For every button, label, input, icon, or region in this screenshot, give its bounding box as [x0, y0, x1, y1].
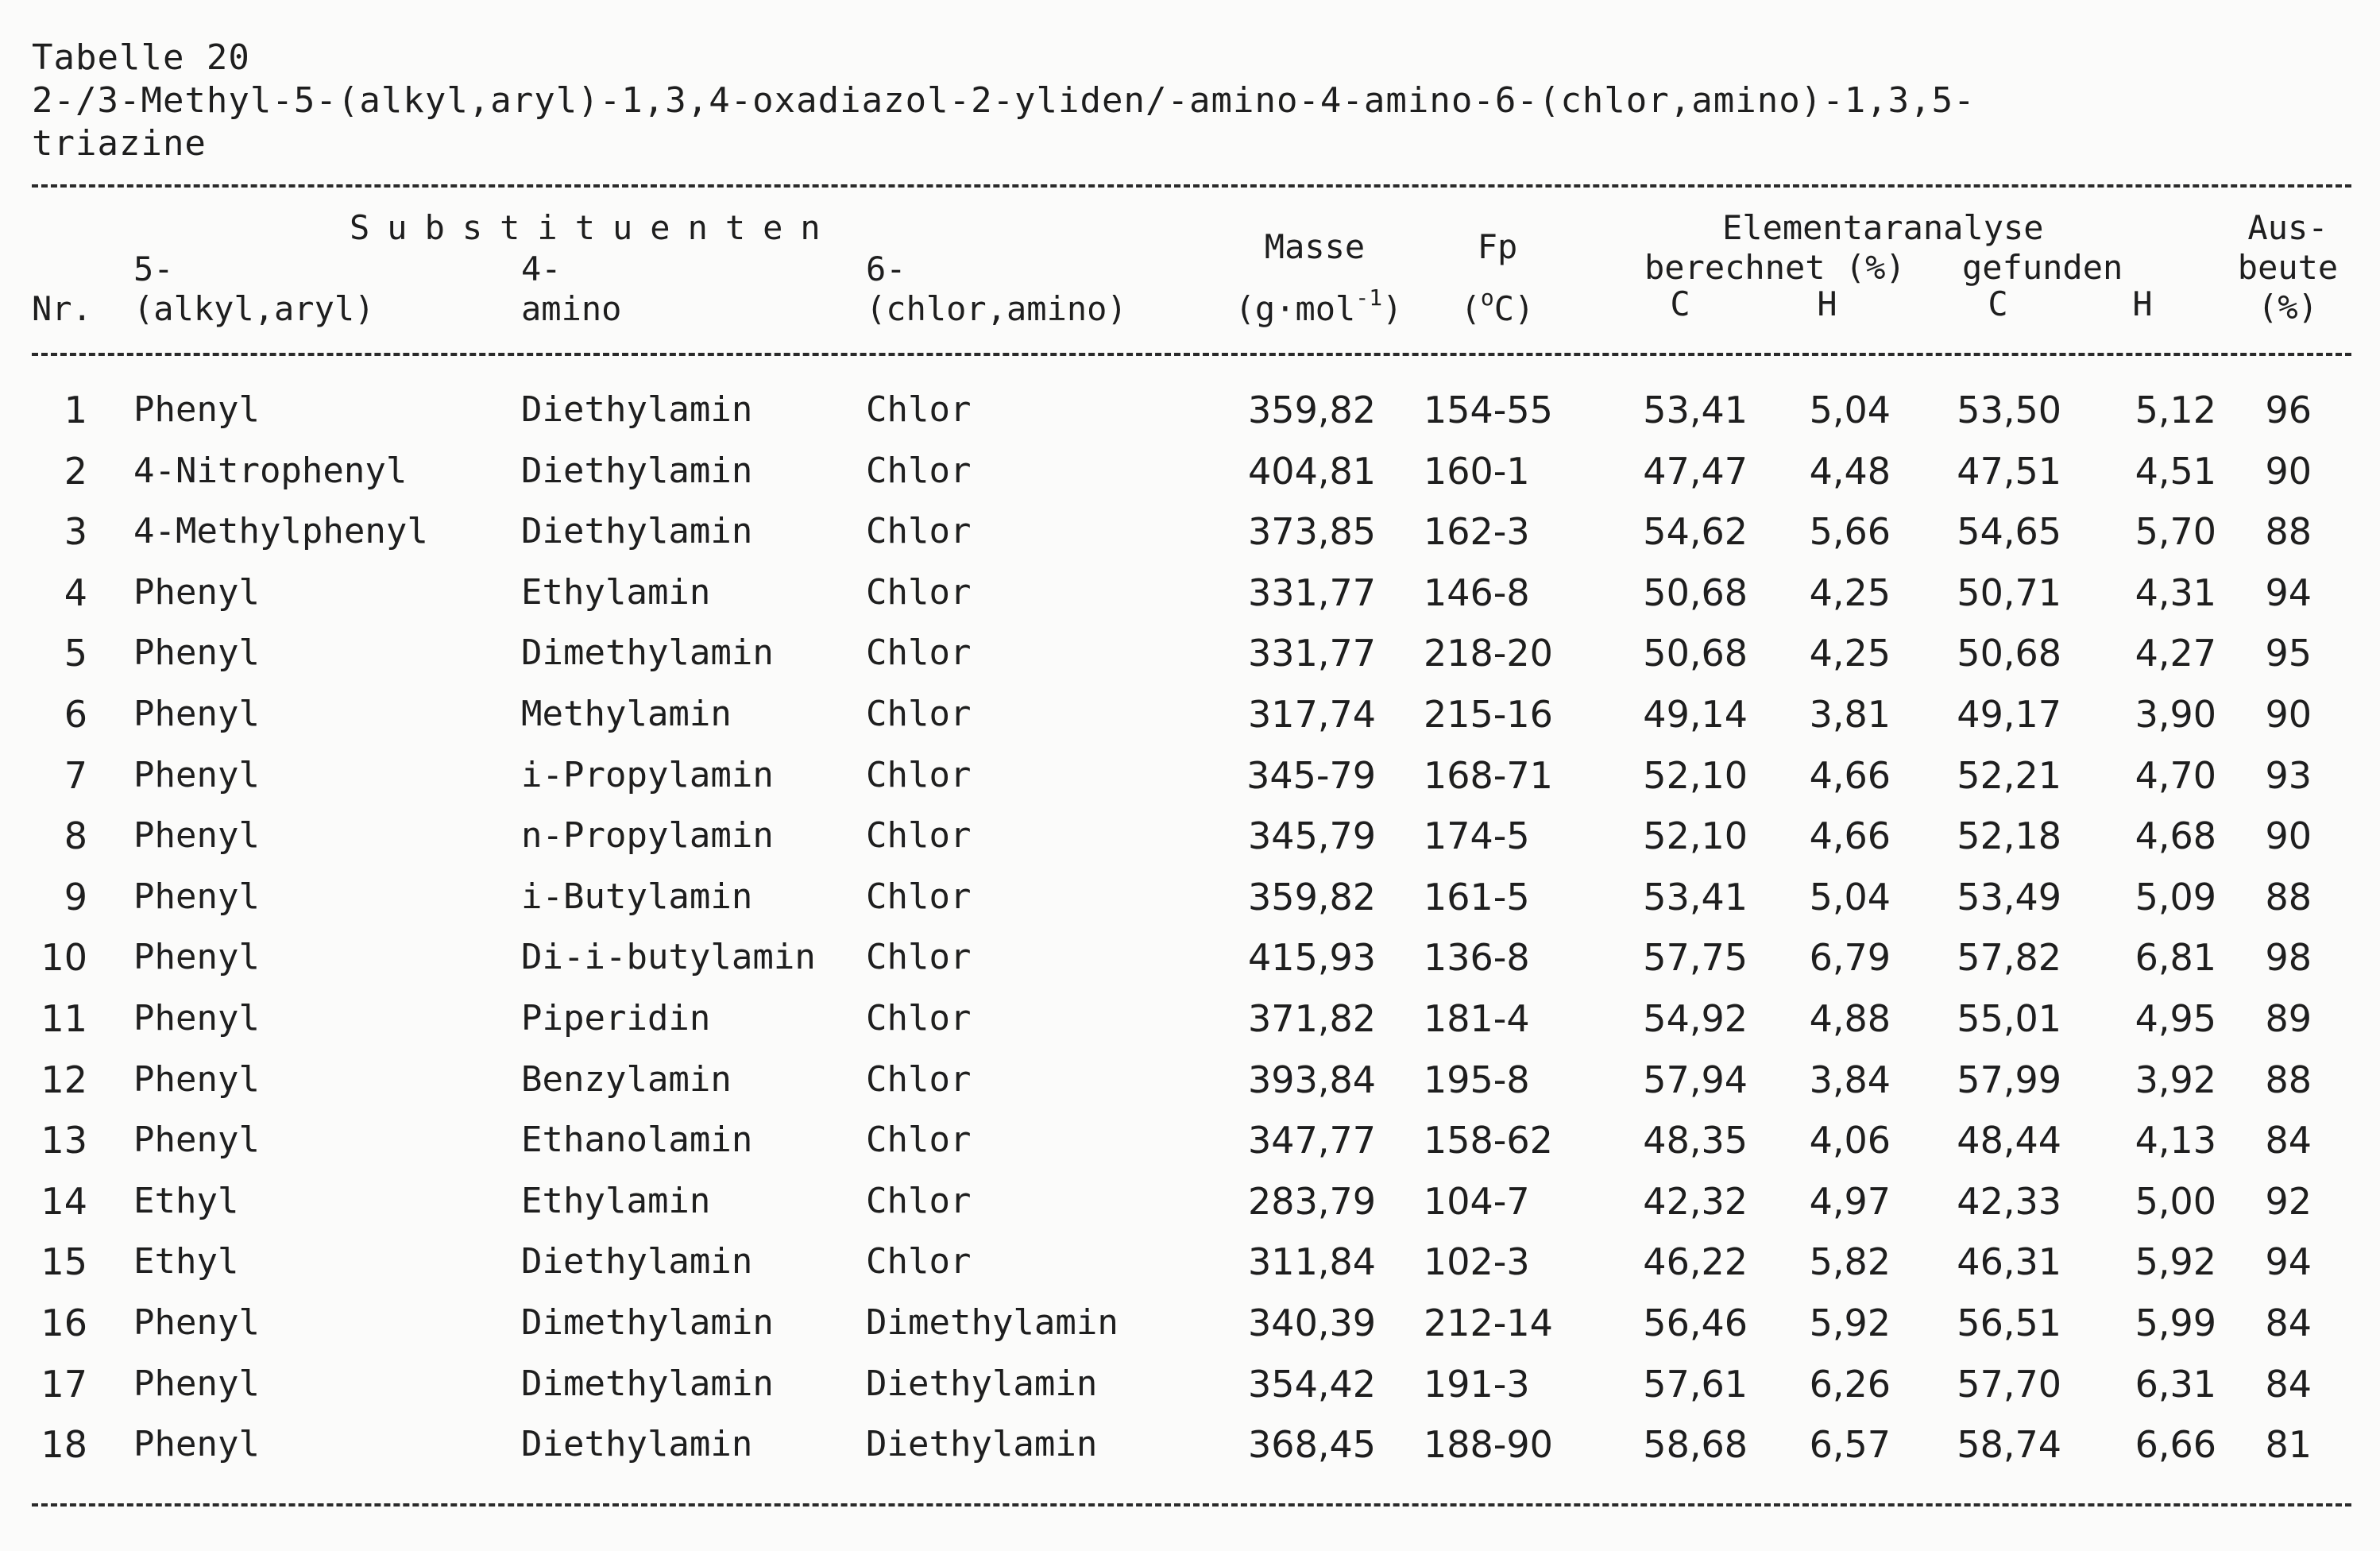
masse-cell: 331,77: [1248, 571, 1376, 614]
calc-h-cell: 6,57: [1809, 1423, 1891, 1467]
fp-cell: 136-8: [1424, 936, 1530, 980]
substituent-6-cell: Chlor: [866, 815, 972, 857]
ausbeute-cell: 88: [2265, 875, 2312, 919]
row-number-cell: 10: [41, 936, 87, 980]
calc-h-cell: 5,04: [1809, 389, 1891, 431]
fp-cell: 162-3: [1424, 510, 1530, 554]
fp-cell: 102-3: [1424, 1240, 1530, 1284]
found-h-cell: 6,66: [2135, 1423, 2216, 1467]
masse-cell: 311,84: [1248, 1240, 1376, 1284]
substituent-5-cell: Phenyl: [133, 632, 260, 674]
table-row: [0, 1050, 2380, 1110]
fp-cell: 154-55: [1424, 389, 1553, 431]
substituent-5-cell: Phenyl: [133, 1363, 260, 1404]
calc-c-cell: 52,10: [1643, 753, 1748, 797]
masse-cell: 371,82: [1248, 997, 1376, 1040]
ausbeute-cell: 84: [2265, 1302, 2312, 1344]
substituent-5-cell: Phenyl: [133, 998, 260, 1039]
found-c-cell: 57,99: [1957, 1058, 2061, 1101]
table-row: [0, 380, 2380, 440]
table-row: [0, 1110, 2380, 1170]
row-number-cell: 1: [64, 389, 87, 431]
calc-c-cell: 49,14: [1643, 693, 1748, 736]
found-c-cell: 52,18: [1957, 814, 2061, 858]
substituent-5-cell: 4-Methylphenyl: [133, 511, 428, 552]
calc-h-cell: 4,06: [1809, 1119, 1891, 1162]
header-found-c: C: [1988, 284, 2008, 323]
fp-cell: 168-71: [1424, 753, 1553, 797]
row-number-cell: 13: [41, 1119, 87, 1162]
found-c-cell: 55,01: [1957, 997, 2061, 1040]
substituent-4-cell: Ethylamin: [521, 1180, 711, 1221]
substituent-5-cell: Phenyl: [133, 815, 260, 857]
substituent-6-cell: Chlor: [866, 389, 972, 430]
calc-c-cell: 48,35: [1643, 1119, 1748, 1162]
ausbeute-cell: 96: [2265, 389, 2312, 431]
fp-cell: 215-16: [1424, 693, 1553, 736]
table-label: Tabelle 20: [32, 37, 250, 78]
ausbeute-cell: 84: [2265, 1362, 2312, 1406]
row-number-cell: 4: [64, 571, 87, 614]
calc-h-cell: 4,88: [1809, 997, 1891, 1040]
calc-h-cell: 5,66: [1809, 510, 1891, 554]
table-caption: [32, 37, 1976, 165]
calc-c-cell: 53,41: [1643, 389, 1748, 431]
masse-cell: 345-79: [1246, 753, 1376, 797]
found-h-cell: 5,70: [2135, 510, 2216, 554]
substituent-6-cell: Chlor: [866, 1120, 972, 1161]
header-calc-h: H: [1817, 284, 1837, 323]
top-rule: [32, 184, 2351, 188]
calc-c-cell: 53,41: [1643, 875, 1748, 919]
found-c-cell: 57,70: [1957, 1362, 2061, 1406]
row-number-cell: 15: [41, 1240, 87, 1284]
header-found-h: H: [2132, 284, 2153, 323]
header-berechnet: berechnet (%): [1644, 248, 1906, 287]
substituent-5-cell: Phenyl: [133, 937, 260, 978]
substituent-4-cell: Diethylamin: [521, 389, 753, 430]
calc-c-cell: 50,68: [1643, 632, 1748, 675]
masse-cell: 368,45: [1248, 1423, 1376, 1467]
found-h-cell: 6,81: [2135, 936, 2216, 980]
masse-cell: 347,77: [1248, 1119, 1376, 1162]
substituent-5-cell: Ethyl: [133, 1241, 239, 1282]
masse-cell: 331,77: [1248, 632, 1376, 675]
found-h-cell: 5,99: [2135, 1302, 2216, 1344]
substituent-4-cell: Diethylamin: [521, 511, 753, 552]
substituent-6-cell: Diethylamin: [866, 1363, 1098, 1404]
substituent-6-cell: Chlor: [866, 754, 972, 795]
table-row: [0, 806, 2380, 866]
found-h-cell: 5,00: [2135, 1179, 2216, 1223]
calc-h-cell: 6,26: [1809, 1362, 1891, 1406]
found-c-cell: 53,50: [1957, 389, 2061, 431]
substituent-4-cell: n-Propylamin: [521, 815, 774, 857]
calc-h-cell: 5,82: [1809, 1240, 1891, 1284]
table-row: [0, 1232, 2380, 1292]
fp-cell: 212-14: [1424, 1302, 1553, 1344]
header-elementaranalyse: Elementaranalyse: [1722, 208, 2044, 247]
substituent-6-cell: Chlor: [866, 632, 972, 674]
table-row: [0, 441, 2380, 501]
header-rule: [32, 353, 2351, 356]
calc-h-cell: 4,25: [1809, 571, 1891, 614]
header-masse-top: Masse: [1264, 227, 1366, 266]
masse-cell: 415,93: [1248, 936, 1376, 980]
ausbeute-cell: 90: [2265, 449, 2312, 493]
found-c-cell: 50,68: [1957, 632, 2061, 675]
table-row: [0, 1293, 2380, 1353]
masse-cell: 345,79: [1248, 814, 1376, 858]
ausbeute-cell: 95: [2265, 632, 2312, 675]
found-c-cell: 47,51: [1957, 449, 2061, 493]
found-c-cell: 54,65: [1957, 510, 2061, 554]
header-col6-top: 6-: [866, 249, 906, 288]
substituent-5-cell: Ethyl: [133, 1180, 239, 1221]
substituent-6-cell: Chlor: [866, 1058, 972, 1100]
fp-cell: 158-62: [1424, 1119, 1553, 1162]
found-h-cell: 5,12: [2135, 389, 2216, 431]
table-row: [0, 1171, 2380, 1232]
substituent-4-cell: i-Butylamin: [521, 876, 753, 917]
header-ausbeute-3: (%): [2258, 288, 2318, 327]
substituent-4-cell: Dimethylamin: [521, 1302, 774, 1343]
calc-c-cell: 46,22: [1643, 1240, 1748, 1284]
calc-c-cell: 50,68: [1643, 571, 1748, 614]
substituent-6-cell: Dimethylamin: [866, 1302, 1119, 1343]
fp-cell: 161-5: [1424, 875, 1530, 919]
found-h-cell: 6,31: [2135, 1362, 2216, 1406]
row-number-cell: 3: [64, 510, 87, 554]
header-fp-top: Fp: [1477, 227, 1518, 266]
calc-h-cell: 4,25: [1809, 632, 1891, 675]
header-col5-top: 5-: [133, 249, 174, 288]
substituent-5-cell: Phenyl: [133, 1058, 260, 1100]
substituent-5-cell: Phenyl: [133, 694, 260, 734]
table-title-line-1: 2-/3-Methyl-5-(alkyl,aryl)-1,3,4-oxadiazol-2-yliden/-amino-4-amino-6-(chlor,amino)-1,3,5-: [32, 80, 1976, 121]
header-ausbeute-2: beute: [2237, 248, 2339, 287]
row-number-cell: 9: [64, 875, 87, 919]
substituent-5-cell: Phenyl: [133, 754, 260, 795]
calc-c-cell: 42,32: [1643, 1179, 1748, 1223]
substituent-6-cell: Chlor: [866, 571, 972, 613]
table-row: [0, 988, 2380, 1049]
ausbeute-cell: 89: [2265, 997, 2312, 1040]
masse-cell: 317,74: [1248, 693, 1376, 736]
masse-cell: 359,82: [1248, 389, 1376, 431]
header-substituenten: Substituenten: [350, 208, 838, 247]
calc-c-cell: 57,94: [1643, 1058, 1748, 1101]
ausbeute-cell: 84: [2265, 1119, 2312, 1162]
masse-cell: 340,39: [1248, 1302, 1376, 1344]
header-calc-c: C: [1670, 284, 1690, 323]
header-col6-bottom: (chlor,amino): [866, 289, 1127, 328]
calc-c-cell: 57,61: [1643, 1362, 1748, 1406]
table-row: [0, 684, 2380, 745]
row-number-cell: 8: [64, 814, 87, 858]
masse-cell: 359,82: [1248, 875, 1376, 919]
found-h-cell: 4,68: [2135, 814, 2216, 858]
calc-c-cell: 54,62: [1643, 510, 1748, 554]
found-c-cell: 46,31: [1957, 1240, 2061, 1284]
substituent-6-cell: Chlor: [866, 937, 972, 978]
row-number-cell: 16: [41, 1302, 87, 1344]
substituent-6-cell: Chlor: [866, 998, 972, 1039]
ausbeute-cell: 90: [2265, 814, 2312, 858]
header-gefunden: gefunden: [1962, 248, 2123, 287]
found-c-cell: 50,71: [1957, 571, 2061, 614]
masse-cell: 283,79: [1248, 1179, 1376, 1223]
substituent-5-cell: 4-Nitrophenyl: [133, 450, 408, 491]
calc-h-cell: 4,66: [1809, 814, 1891, 858]
substituent-6-cell: Chlor: [866, 876, 972, 917]
fp-cell: 146-8: [1424, 571, 1530, 614]
calc-c-cell: 54,92: [1643, 997, 1748, 1040]
table-row: [0, 745, 2380, 806]
substituent-4-cell: Piperidin: [521, 998, 711, 1039]
calc-h-cell: 4,97: [1809, 1179, 1891, 1223]
table-row: [0, 623, 2380, 683]
ausbeute-cell: 92: [2265, 1179, 2312, 1223]
found-c-cell: 49,17: [1957, 693, 2061, 736]
substituent-4-cell: i-Propylamin: [521, 754, 774, 795]
substituent-4-cell: Diethylamin: [521, 1424, 753, 1465]
masse-cell: 393,84: [1248, 1058, 1376, 1101]
fp-cell: 191-3: [1424, 1362, 1530, 1406]
row-number-cell: 18: [41, 1423, 87, 1467]
calc-h-cell: 5,04: [1809, 875, 1891, 919]
substituent-4-cell: Diethylamin: [521, 450, 753, 491]
calc-c-cell: 58,68: [1643, 1423, 1748, 1467]
calc-c-cell: 57,75: [1643, 936, 1748, 980]
found-c-cell: 58,74: [1957, 1423, 2061, 1467]
found-h-cell: 5,09: [2135, 875, 2216, 919]
table-row: [0, 867, 2380, 927]
substituent-6-cell: Diethylamin: [866, 1424, 1098, 1465]
calc-h-cell: 3,84: [1809, 1058, 1891, 1101]
substituent-4-cell: Dimethylamin: [521, 1363, 774, 1404]
calc-h-cell: 3,81: [1809, 693, 1891, 736]
header-ausbeute-1: Aus-: [2247, 208, 2328, 247]
found-h-cell: 3,90: [2135, 693, 2216, 736]
calc-h-cell: 4,48: [1809, 449, 1891, 493]
substituent-6-cell: Chlor: [866, 694, 972, 734]
header-col4-bottom: amino: [521, 289, 622, 328]
found-h-cell: 5,92: [2135, 1240, 2216, 1284]
ausbeute-cell: 90: [2265, 693, 2312, 736]
fp-cell: 181-4: [1424, 997, 1530, 1040]
masse-cell: 373,85: [1248, 510, 1376, 554]
table-row: [0, 1414, 2380, 1475]
calc-c-cell: 52,10: [1643, 814, 1748, 858]
ausbeute-cell: 94: [2265, 571, 2312, 614]
substituent-4-cell: Ethylamin: [521, 571, 711, 613]
fp-cell: 195-8: [1424, 1058, 1530, 1101]
row-number-cell: 14: [41, 1179, 87, 1223]
bottom-rule: [32, 1503, 2351, 1507]
table-title-line-2: triazine: [32, 123, 207, 164]
substituent-5-cell: Phenyl: [133, 389, 260, 430]
fp-cell: 188-90: [1424, 1423, 1553, 1467]
substituent-5-cell: Phenyl: [133, 1302, 260, 1343]
row-number-cell: 6: [64, 693, 87, 736]
ausbeute-cell: 98: [2265, 936, 2312, 980]
header-col5-bottom: (alkyl,aryl): [133, 289, 375, 328]
found-h-cell: 4,95: [2135, 997, 2216, 1040]
substituent-6-cell: Chlor: [866, 450, 972, 491]
substituent-5-cell: Phenyl: [133, 876, 260, 917]
substituent-5-cell: Phenyl: [133, 1120, 260, 1161]
found-h-cell: 4,27: [2135, 632, 2216, 675]
found-h-cell: 4,31: [2135, 571, 2216, 614]
calc-c-cell: 56,46: [1643, 1302, 1748, 1344]
found-c-cell: 48,44: [1957, 1119, 2061, 1162]
calc-h-cell: 6,79: [1809, 936, 1891, 980]
substituent-4-cell: Di-i-butylamin: [521, 937, 816, 978]
substituent-4-cell: Diethylamin: [521, 1241, 753, 1282]
substituent-6-cell: Chlor: [866, 1180, 972, 1221]
table-row: [0, 1354, 2380, 1414]
substituent-4-cell: Ethanolamin: [521, 1120, 753, 1161]
found-c-cell: 53,49: [1957, 875, 2061, 919]
ausbeute-cell: 81: [2265, 1423, 2312, 1467]
fp-cell: 174-5: [1424, 814, 1530, 858]
row-number-cell: 12: [41, 1058, 87, 1101]
found-h-cell: 4,70: [2135, 753, 2216, 797]
substituent-4-cell: Benzylamin: [521, 1058, 732, 1100]
found-h-cell: 4,51: [2135, 449, 2216, 493]
substituent-4-cell: Methylamin: [521, 694, 732, 734]
header-col4-top: 4-: [521, 249, 562, 288]
row-number-cell: 2: [64, 449, 87, 493]
substituent-6-cell: Chlor: [866, 1241, 972, 1282]
header-masse-bottom: (g·mol$^{-1}$): [1234, 284, 1403, 328]
ausbeute-cell: 88: [2265, 510, 2312, 554]
found-h-cell: 4,13: [2135, 1119, 2216, 1162]
masse-cell: 404,81: [1248, 449, 1376, 493]
substituent-5-cell: Phenyl: [133, 571, 260, 613]
found-c-cell: 42,33: [1957, 1179, 2061, 1223]
found-h-cell: 3,92: [2135, 1058, 2216, 1101]
table-row: [0, 501, 2380, 562]
fp-cell: 160-1: [1424, 449, 1530, 493]
ausbeute-cell: 94: [2265, 1240, 2312, 1284]
calc-h-cell: 5,92: [1809, 1302, 1891, 1344]
found-c-cell: 57,82: [1957, 936, 2061, 980]
header-nr: Nr.: [32, 289, 92, 328]
calc-h-cell: 4,66: [1809, 753, 1891, 797]
row-number-cell: 17: [41, 1362, 87, 1406]
row-number-cell: 5: [64, 632, 87, 675]
ausbeute-cell: 88: [2265, 1058, 2312, 1101]
table-row: [0, 563, 2380, 623]
masse-cell: 354,42: [1248, 1362, 1376, 1406]
calc-c-cell: 47,47: [1643, 449, 1748, 493]
substituent-6-cell: Chlor: [866, 511, 972, 552]
row-number-cell: 7: [64, 753, 87, 797]
row-number-cell: 11: [41, 997, 87, 1040]
ausbeute-cell: 93: [2265, 753, 2312, 797]
substituent-5-cell: Phenyl: [133, 1424, 260, 1465]
header-fp-bottom: ($^o$C): [1460, 284, 1535, 328]
fp-cell: 104-7: [1424, 1179, 1530, 1223]
fp-cell: 218-20: [1424, 632, 1553, 675]
substituent-4-cell: Dimethylamin: [521, 632, 774, 674]
table-row: [0, 927, 2380, 988]
found-c-cell: 56,51: [1957, 1302, 2061, 1344]
found-c-cell: 52,21: [1957, 753, 2061, 797]
